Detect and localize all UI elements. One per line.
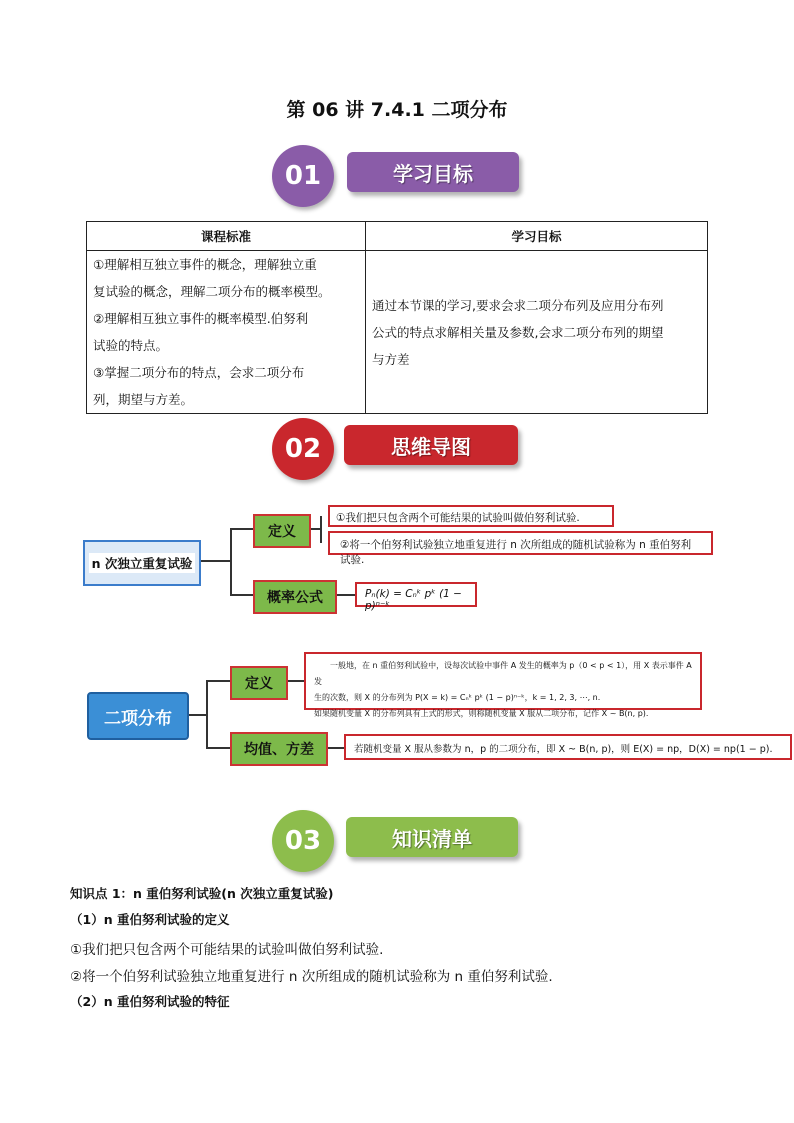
mindmap2-definition-box xyxy=(304,652,702,718)
knowledge-point-1: 知识点 1：n 重伯努利试验(n 次独立重复试验) xyxy=(70,886,334,901)
connector-line xyxy=(206,747,230,749)
objective-cell xyxy=(366,251,708,414)
standard-line: 复试验的概念，理解二项分布的概率模型。 xyxy=(93,284,331,299)
knowledge-sub-1: （1）n 重伯努利试验的定义 xyxy=(70,912,230,927)
mindmap2-def-line: 生的次数，则 X 的分布列为 P(X = k) = Cₙᵏ pᵏ (1 − p)ⁿ⁻ᵏ，k = 1, 2, 3, ⋯, n. xyxy=(314,693,601,702)
section-number-01: 01 xyxy=(272,145,334,207)
goals-table xyxy=(86,221,708,414)
table-header-objective: 学习目标 xyxy=(366,222,708,251)
section-banner-goals: 学习目标 xyxy=(347,152,519,192)
connector-line xyxy=(197,560,231,562)
mindmap1-definition-node: 定义 xyxy=(253,514,311,548)
mindmap2-def-line: 如果随机变量 X 的分布列具有上式的形式，则称随机变量 X 服从二项分布，记作 X ~ B(n, p). xyxy=(314,709,649,718)
knowledge-line-2: ②将一个伯努利试验独立地重复进行 n 次所组成的随机试验称为 n 重伯努利试验. xyxy=(70,969,553,985)
mindmap2-def-line: 一般地，在 n 重伯努利试验中，设每次试验中事件 A 发生的概率为 p（0 < p < 1），用 X 表示事件 A 发 xyxy=(314,661,692,686)
standard-cell xyxy=(87,251,366,414)
mindmap2-mean-node: 均值、方差 xyxy=(230,732,328,766)
table-header-standard: 课程标准 xyxy=(87,222,366,251)
connector-line xyxy=(230,594,253,596)
mindmap1-formula-node: 概率公式 xyxy=(253,580,337,614)
mindmap2-definition-node: 定义 xyxy=(230,666,288,700)
standard-line: 列，期望与方差。 xyxy=(93,392,194,407)
objective-line: 公式的特点求解相关量及参数,会求二项分布列的期望 xyxy=(372,324,664,340)
mindmap2-mean-box: 若随机变量 X 服从参数为 n，p 的二项分布，即 X ~ B(n, p)，则 E(X) = np，D(X) = np(1 − p). xyxy=(344,734,792,760)
section-number-03: 03 xyxy=(272,810,334,872)
section-banner-knowledge: 知识清单 xyxy=(346,817,518,857)
mindmap2-center: 二项分布 xyxy=(87,692,189,740)
objective-line: 通过本节课的学习,要求会求二项分布列及应用分布列 xyxy=(372,297,664,313)
connector-line xyxy=(230,528,232,595)
section-number-02: 02 xyxy=(272,418,334,480)
connector-line xyxy=(206,680,230,682)
standard-line: ③掌握二项分布的特点，会求二项分布 xyxy=(93,365,305,380)
knowledge-sub-2: （2）n 重伯努利试验的特征 xyxy=(70,994,230,1009)
standard-line: ②理解相互独立事件的概率模型.伯努利 xyxy=(93,311,309,326)
mindmap1-center xyxy=(83,540,201,586)
standard-line: 试验的特点。 xyxy=(93,338,169,353)
connector-line xyxy=(320,516,322,543)
connector-line xyxy=(206,680,208,748)
section-banner-mindmap: 思维导图 xyxy=(344,425,518,465)
mindmap1-formula-box: Pₙ(k) = Cₙᵏ pᵏ (1 − p)ⁿ⁻ᵏ xyxy=(355,582,477,607)
standard-line: ①理解相互独立事件的概念，理解独立重 xyxy=(93,257,317,272)
objective-line: 与方差 xyxy=(372,351,410,367)
knowledge-line-1: ①我们把只包含两个可能结果的试验叫做伯努利试验. xyxy=(70,942,384,958)
mindmap1-def1-box: ①我们把只包含两个可能结果的试验叫做伯努利试验. xyxy=(328,505,614,527)
page-title: 第 06 讲 7.4.1 二项分布 xyxy=(286,99,508,121)
connector-line xyxy=(230,528,253,530)
mindmap1-center-label: n 次独立重复试验 xyxy=(89,553,196,573)
mindmap1-def2-box: ②将一个伯努利试验独立地重复进行 n 次所组成的随机试验称为 n 重伯努利试验. xyxy=(328,531,713,555)
